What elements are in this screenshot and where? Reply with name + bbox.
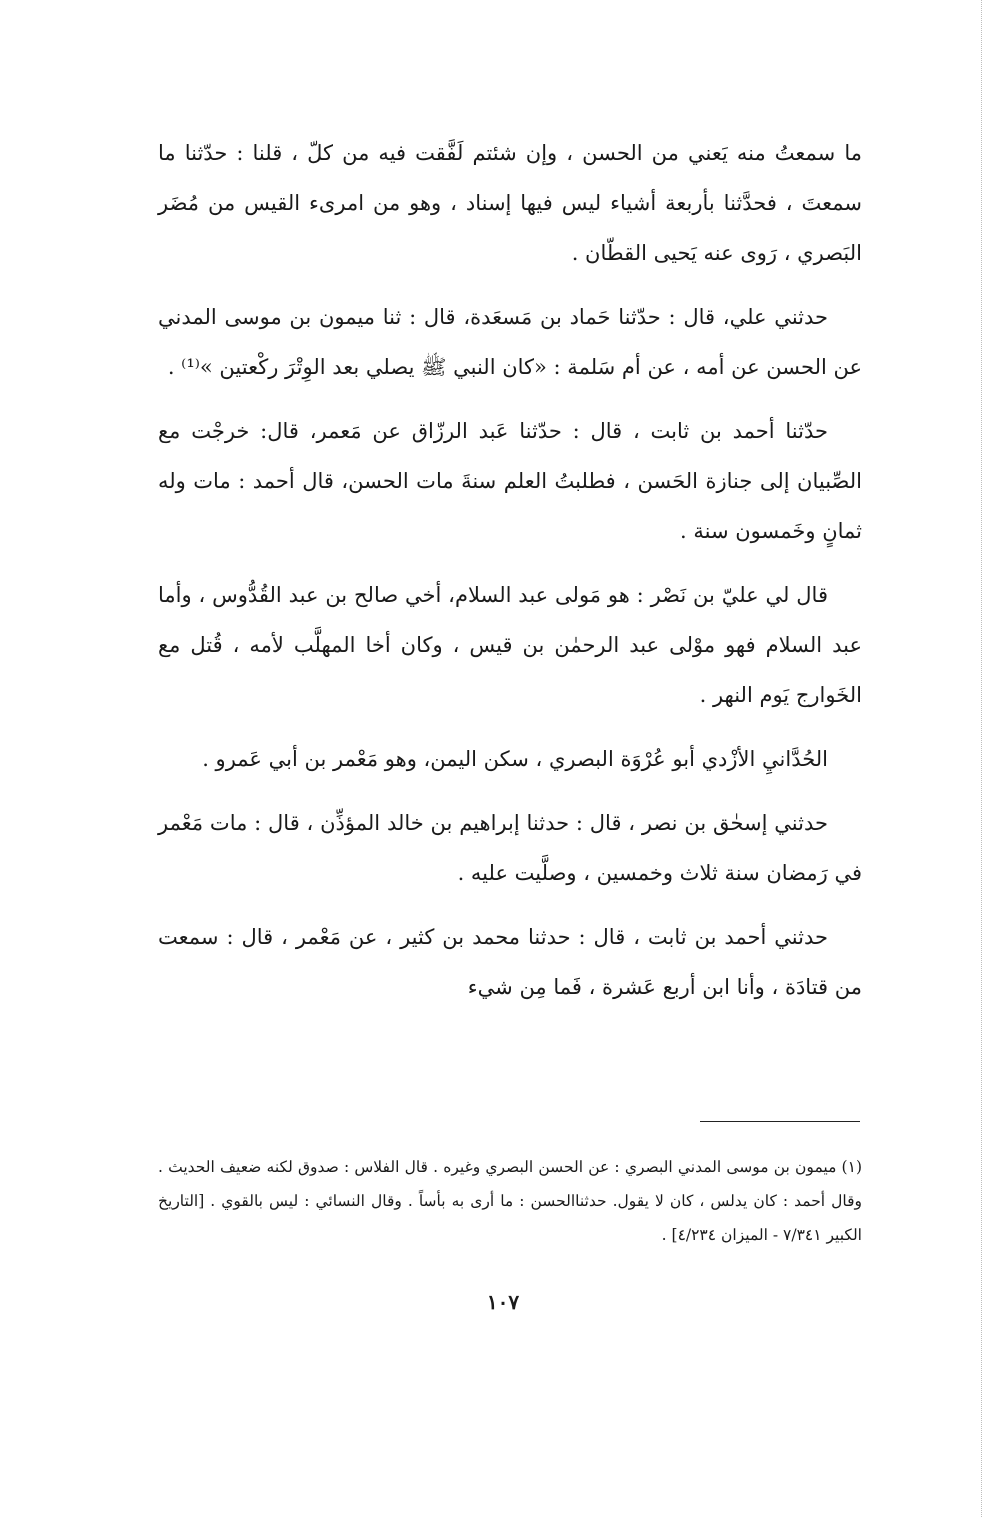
page-number: ١٠٧: [486, 1290, 520, 1314]
paragraph-2: حدثني علي، قال : حدّثنا حَماد بن مَسعَدة، قال : ثنا ميمون بن موسى المدني عن الحسن عن أمه ، عن أم سَلمة : «كان النبي ﷺ يصلي بعد الوِتْرَ ركْعتين »⁽¹⁾ .: [158, 305, 862, 379]
footnotes: [158, 1150, 862, 1252]
paragraph-7: حدثني أحمد بن ثابت ، قال : حدثنا محمد بن كثير ، عن مَعْمر ، قال : سمعت من قتادَة ، وأنا ابن أربع عَشرة ، فَما مِن شيء: [158, 925, 862, 999]
paragraph-4: قال لي عليّ بن نَصْر : هو مَولى عبد السلام، أخي صالح بن عبد القُدُّوس ، وأما عبد السلام فهو موْلى عبد الرحمٰن بن قيس ، وكان أخا المهلَّب لأمه ، قُتل مع الخَوارج يَوم النهر .: [158, 583, 862, 707]
paragraph-1: ما سمعتُ منه يَعني من الحسن ، وإن شئتم لَفَّقت فيه من كلّ ، قلنا : حدّثنا ما سمعتَ ، فحدَّثنا بأربعة أشياء ليس فيها إسناد ، وهو من امرىء القيس من مُضَر البَصري ، رَوى عنه يَحيى القطّان .: [158, 141, 862, 265]
footnote-1: (١) ميمون بن موسى المدني البصري : عن الحسن البصري وغيره . قال الفلاس : صدوق لكنه ضعيف الحديث . وقال أحمد : كان يدلس ، كان لا يقول. حدثناالحسن : ما أرى به بأساً . وقال النسائي : ليس بالقوي . [التاريخ الكبير ٧/٣٤١ - الميزان ٤/٢٣٤] .: [158, 1158, 862, 1244]
paragraph-3: حدّثنا أحمد بن ثابت ، قال : حدّثنا عَبد الرزّاق عن مَعمر، قال: خرجْت مع الصِّبيان إلى جنازة الحَسن ، فطلبتُ العلم سنةَ مات الحسن، قال أحمد : مات وله ثمانٍ وخَمسون سنة .: [158, 419, 862, 543]
paragraph-5: الحُدَّانيِ الأزْدي أبو عُرْوَة البصري ، سكن اليمن، وهو مَعْمر بن أبي عَمرو .: [202, 747, 828, 771]
footnote-separator: [700, 1121, 860, 1122]
main-text: [158, 128, 862, 1026]
paragraph-6: حدثني إسحٰق بن نصر ، قال : حدثنا إبراهيم بن خالد المؤذِّن ، قال : مات مَعْمر في رَمضان سنة ثلاث وخمسين ، وصلَّيت عليه .: [158, 811, 862, 885]
